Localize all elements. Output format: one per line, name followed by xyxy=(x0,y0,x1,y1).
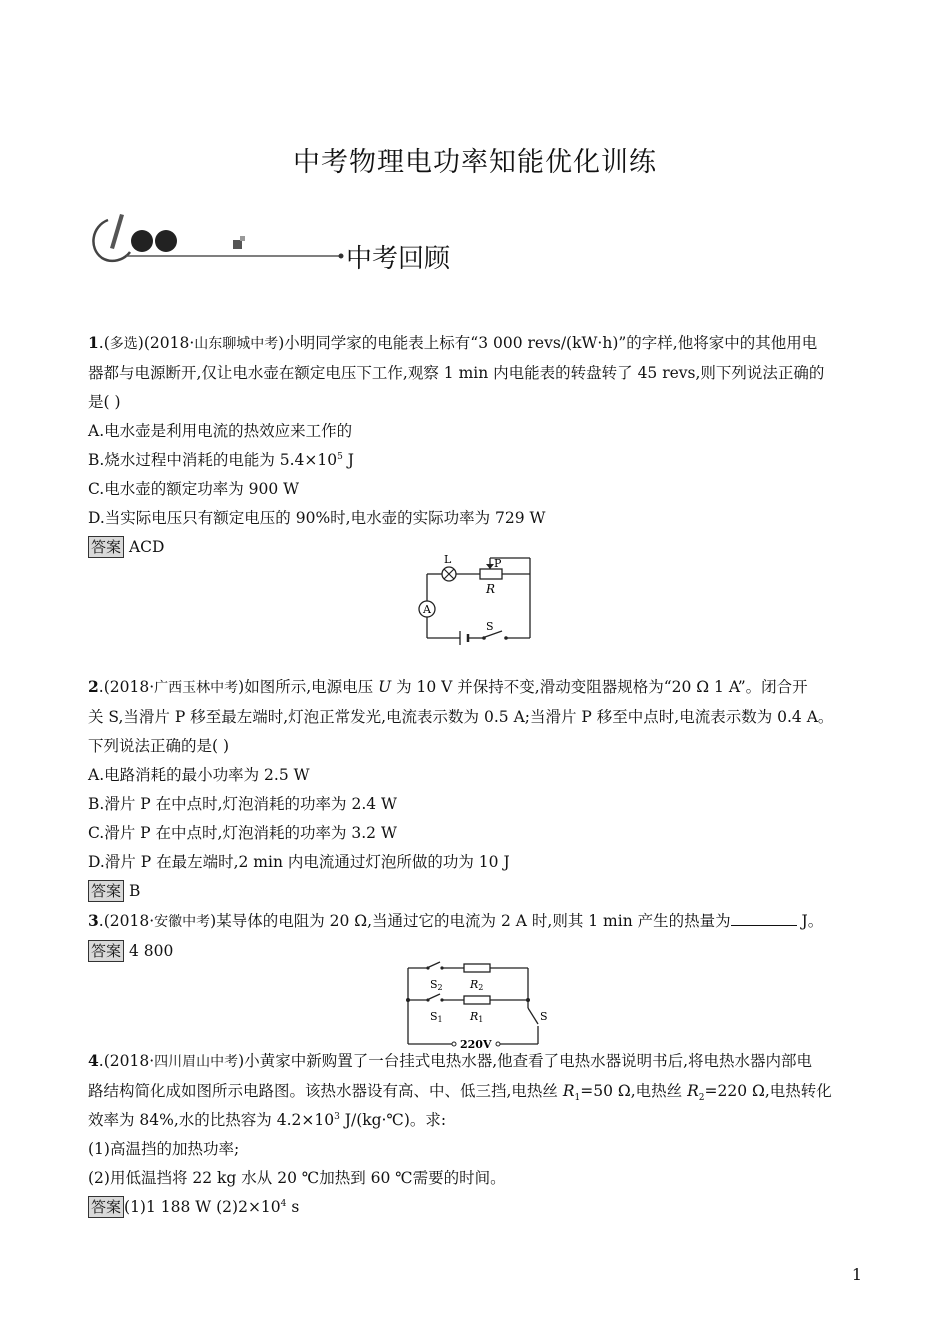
option-c: C.滑片 P 在中点时,灯泡消耗的功率为 3.2 W xyxy=(88,824,397,842)
sub-question-1: (1)高温挡的加热功率; xyxy=(88,1140,240,1158)
rheostat-label: R xyxy=(486,582,496,596)
question-4-line-2: 路结构简化成如图所示电路图。该热水器设有高、中、低三挡,电热丝 $R_1=50$ Ω,电热丝 $R_2=220$ Ω,电热转化 xyxy=(88,1082,832,1104)
question-2-line-2: 关 S,当滑片 P 移至最左端时,灯泡正常发光,电流表示数为 0.5 A;当滑片 P 移至中点时,电流表示数为 0.4 A。 xyxy=(88,708,834,726)
question-4 xyxy=(88,1046,863,1222)
section-header xyxy=(86,212,506,274)
option-c: C.电水壶的额定功率为 900 W xyxy=(88,480,300,498)
question-2-line-1: 2.(2018·广西玉林中考)如图所示,电源电压 U 为 10 V 并保持不变,滑动变阻器规格为“20 Ω 1 A”。闭合开 xyxy=(88,677,808,696)
question-2 xyxy=(88,672,863,966)
page-title: 中考物理电功率知能优化训练 xyxy=(293,147,657,178)
option-a: A.电路消耗的最小功率为 2.5 W xyxy=(88,766,310,784)
answer-1: 答案 ACD xyxy=(88,533,863,562)
question-4-line-3: 效率为 84%,水的比热容为 $4.2\times 10^3$ J/(kg·℃)。求: xyxy=(88,1111,447,1129)
voltage-label: 220V xyxy=(460,1038,492,1051)
resistor-r2-icon xyxy=(464,964,490,972)
switch-s1-icon xyxy=(429,994,440,999)
section-label: 中考回顾 xyxy=(346,244,451,274)
question-3: 3.(2018·安徽中考)某导体的电阻为 20 Ω,当通过它的电流为 2 A 时,则其 1 min 产生的热量为 J。 xyxy=(88,911,824,930)
answer-4: 答案 (1)1 188 W $(2)2\times 10^4$ s xyxy=(88,1193,863,1222)
brush-decoration-icon xyxy=(86,212,346,268)
answer-tag: 答案 xyxy=(88,536,124,558)
resistor-r1-icon xyxy=(464,996,490,1004)
question-4-line-1: 4.(2018·四川眉山中考)小黄家中新购置了一台挂式电热水器,他查看了电热水器说明书后,将电热水器内部电 xyxy=(88,1051,813,1070)
circuit-figure-1 xyxy=(412,552,542,652)
answer-tag: 答案 xyxy=(88,880,124,902)
switch-s2-icon xyxy=(429,962,440,967)
option-a: A.电水壶是利用电流的热效应来工作的 xyxy=(88,422,353,440)
question-2-line-3: 下列说法正确的是( ) xyxy=(88,737,230,755)
answer-tag: 答案 xyxy=(88,940,124,962)
s-label: S xyxy=(540,1010,548,1023)
switch-s-icon xyxy=(528,1008,538,1024)
question-1-line-1: 1.(多选)(2018·山东聊城中考)小明同学家的电能表上标有“3 000 revs/(kW·h)”的字样,他将家中的其他用电 xyxy=(88,333,818,352)
option-d: D.滑片 P 在最左端时,2 min 内电流通过灯泡所做的功为 10 J xyxy=(88,853,510,871)
rheostat-icon xyxy=(480,569,502,579)
slider-label: P xyxy=(494,557,502,570)
r1-label: R1 xyxy=(470,1010,484,1024)
option-b: B.烧水过程中消耗的电能为 $5.4\times 10^5$ J xyxy=(88,451,354,469)
switch-label: S xyxy=(486,620,494,633)
answer-blank xyxy=(731,911,797,926)
option-d: D.当实际电压只有额定电压的 90%时,电水壶的实际功率为 729 W xyxy=(88,509,546,527)
page-number: 1 xyxy=(851,1265,862,1284)
ammeter-label: A xyxy=(423,603,431,616)
answer-tag: 答案 xyxy=(88,1196,124,1218)
s1-label: S1 xyxy=(430,1010,443,1024)
circuit-figure-2 xyxy=(402,960,552,1060)
r2-label: R2 xyxy=(470,978,484,992)
sub-question-2: (2)用低温挡将 22 kg 水从 20 ℃加热到 60 ℃需要的时间。 xyxy=(88,1169,506,1187)
answer-3: 答案 4 800 xyxy=(88,937,863,966)
option-b: B.滑片 P 在中点时,灯泡消耗的功率为 2.4 W xyxy=(88,795,397,813)
lamp-label: L xyxy=(444,553,452,566)
question-1-line-3: 是( ) xyxy=(88,393,121,411)
s2-label: S2 xyxy=(430,978,443,992)
answer-2: 答案 B xyxy=(88,877,863,906)
question-1 xyxy=(88,328,863,562)
question-1-line-2: 器都与电源断开,仅让电水壶在额定电压下工作,观察 1 min 内电能表的转盘转了 45 revs,则下列说法正确的 xyxy=(88,364,825,382)
